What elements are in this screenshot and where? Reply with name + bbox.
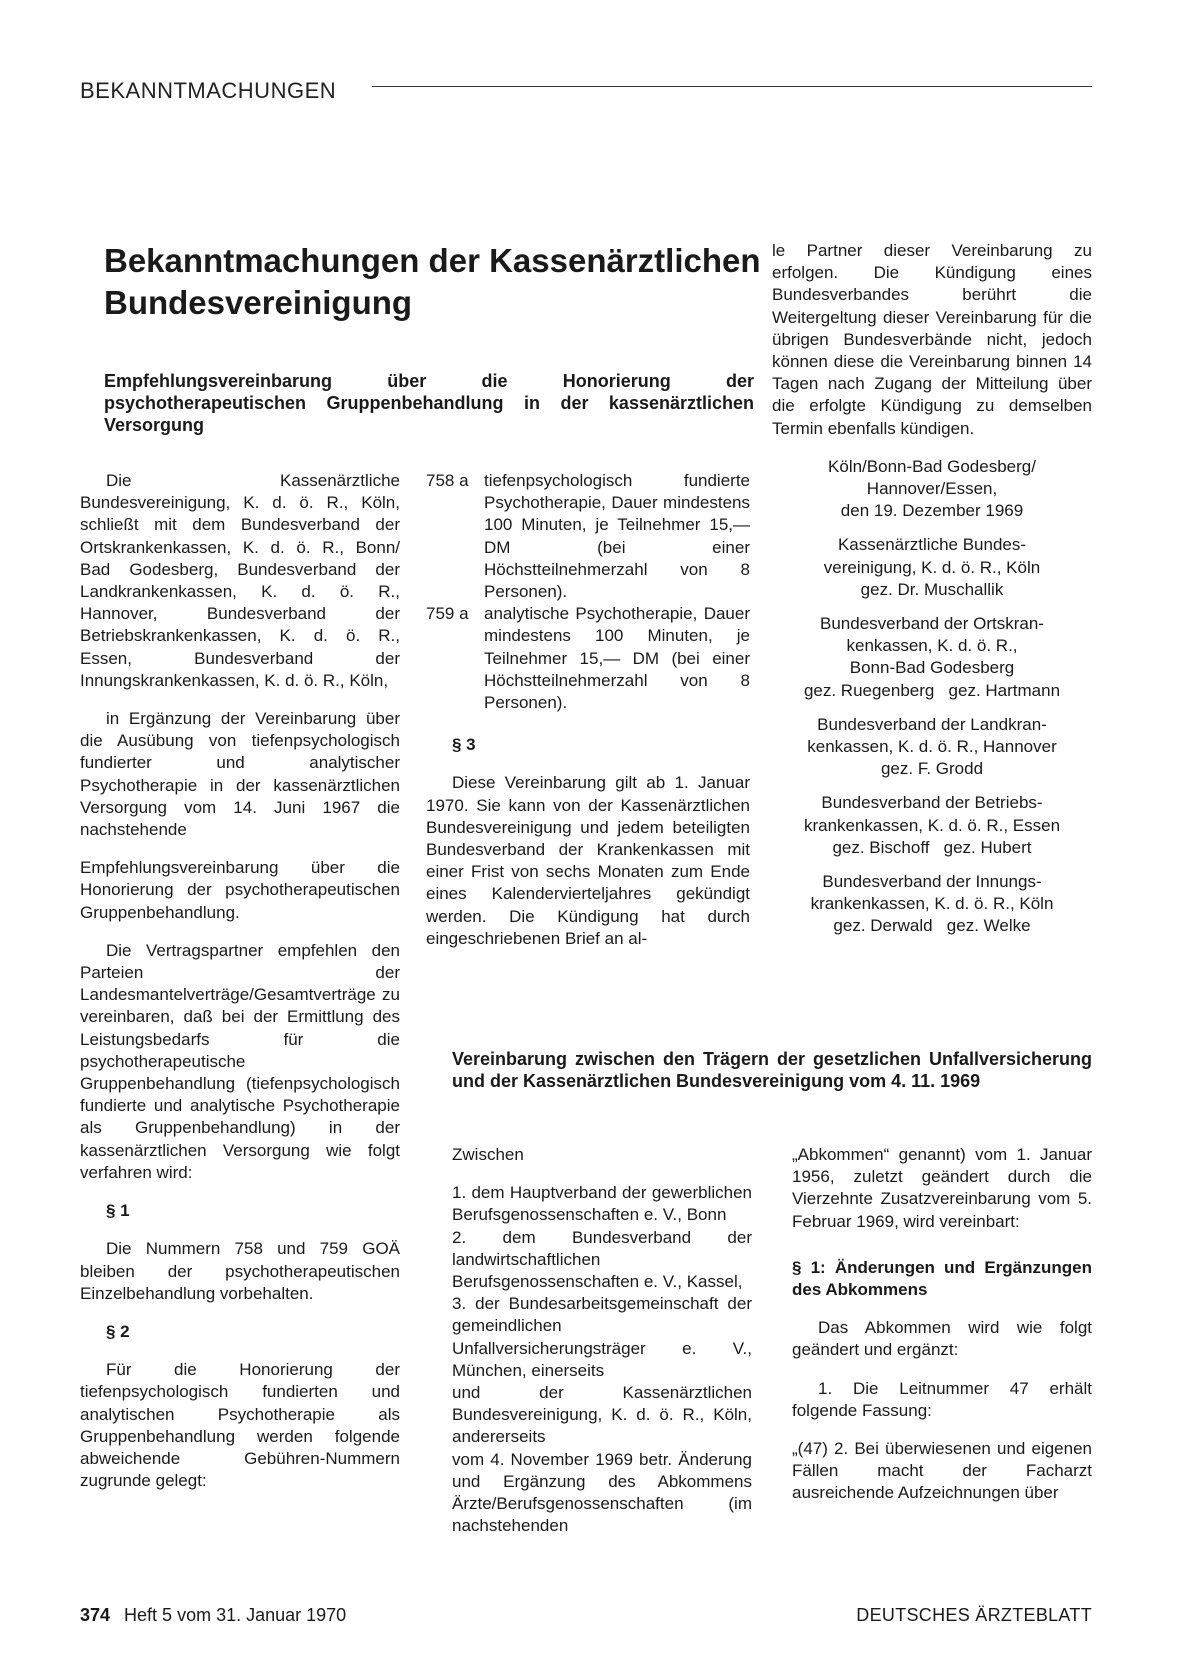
section-1-text: Die Nummern 758 und 759 GOÄ bleiben der psychotherapeutischen Einzelbehandlung vorbehalten.: [80, 1239, 400, 1303]
paragraph-recommendation: Die Vertragspartner empfehlen den Parteien der Landesmantelverträge/Gesamtverträge zu vereinbaren, daß bei der Ermittlung des Leistungsbedarfs für die psychotherapeutische Gruppenbehandlung (tiefenpsychologisch fundierte und analytische Psychotherapie als Gruppenbehandlung) in der kassenärztlichen Versorgung wie folgt verfahren wird:: [80, 940, 400, 1182]
signatory-line: kenkassen, K. d. ö. R., Hannover: [807, 737, 1057, 757]
signatory-landkrankenkassen: [772, 714, 1092, 781]
column-1: [80, 470, 400, 1492]
signatory-line: Bundesverband der Landkran-: [817, 714, 1047, 734]
section-header: BEKANNTMACHUNGEN: [80, 78, 337, 103]
agreement-continued: „Abkommen“ genannt) vom 1. Januar 1956, zuletzt geändert durch die Vierzehnte Zusatzvereinbarung vom 5. Februar 1969, wird vereinbart:: [792, 1145, 1092, 1231]
signatory-line: Bonn-Bad Godesberg: [849, 658, 1015, 678]
fee-item-text: tiefenpsychologisch fundierte Psychotherapie, Dauer mindestens 100 Minuten, je Teilnehmer 15,— DM (bei einer Höchstteilnehmerzahl von 8 Personen).: [484, 471, 750, 602]
intro-word: Zwischen: [452, 1145, 524, 1164]
signatory-line: gez. Derwald gez. Welke: [833, 916, 1031, 936]
section-2-text: Für die Honorierung der tiefenpsychologisch fundierten und analytischen Psychotherapie als Gruppenbehandlung werden folgende abweichende Gebühren-Nummern zugrunde gelegt:: [80, 1360, 400, 1491]
column-2: [426, 470, 750, 950]
date-line: den 19. Dezember 1969: [840, 501, 1024, 521]
paragraph-agreement-name: Empfehlungsvereinbarung über die Honorierung der psychotherapeutischen Gruppenbehandlung.: [80, 858, 400, 922]
place-line: Hannover/Essen,: [866, 479, 998, 499]
signatory-line: gez. Bischoff gez. Hubert: [832, 837, 1032, 857]
signatory-line: Bundesverband der Betriebs-: [821, 793, 1043, 813]
signatory-line: gez. F. Grodd: [880, 759, 984, 779]
signatory-line: Kassenärztliche Bundes-: [837, 535, 1027, 555]
party-kbv: und der Kassenärztlichen Bundesvereinigung, K. d. ö. R., Köln, andererseits: [452, 1383, 752, 1447]
party-2: 2. dem Bundesverband der landwirtschaftlichen Berufsgenossenschaften e. V., Kassel,: [452, 1227, 752, 1292]
issue-info: Heft 5 vom 31. Januar 1970: [124, 1605, 347, 1625]
signature-block: [772, 456, 1092, 938]
signatory-line: kenkassen, K. d. ö. R.,: [846, 636, 1018, 656]
footer-issue: [80, 1605, 346, 1626]
paragraph-parties: Die Kassenärztliche Bundesvereinigung, K. d. ö. R., Köln, schließt mit dem Bundesverband der Ortskrankenkassen, K. d. ö. R., Bonn/ Bad Godesberg, Bundesverband der Landkrankenkassen, K. d. ö. R., Hannover, Bundesverband der Betriebskrankenkassen, K. d. ö. R., Essen, Bundesverband der Innungskrankenkassen, K. d. ö. R., Köln,: [80, 471, 400, 690]
party-1: 1. dem Hauptverband der gewerblichen Berufsgenossenschaften e. V., Bonn: [452, 1183, 752, 1225]
section-1-amendments-heading: § 1: Änderungen und Ergänzungen des Abkommens: [792, 1257, 1092, 1300]
section-2-heading: § 2: [106, 1321, 130, 1341]
fee-item-text: analytische Psychotherapie, Dauer mindestens 100 Minuten, je Teilnehmer 15,— DM (bei einer Höchstteilnehmerzahl von 8 Personen).: [484, 604, 750, 713]
section-3-continued: le Partner dieser Vereinbarung zu erfolgen. Die Kündigung eines Bundesverbandes berührt die Weitergeltung dieser Vereinbarung für die übrigen Bundesverbände nicht, jedoch können diese die Vereinbarung binnen 14 Tagen nach Zugang der Mitteilung über die erfolgte Kündigung zu demselben Termin ebenfalls kündigen.: [772, 241, 1092, 438]
section-3-heading: § 3: [452, 735, 476, 755]
second-article-heading: Vereinbarung zwischen den Trägern der gesetzlichen Unfallversicherung und der Kassenärztlichen Bundesvereinigung vom 4. 11. 1969: [452, 1049, 1092, 1091]
party-3: 3. der Bundesarbeitsgemeinschaft der gemeindlichen Unfallversicherungsträger e. V., München, einerseits: [452, 1294, 752, 1380]
section-3-text: Diese Vereinbarung gilt ab 1. Januar 1970. Sie kann von der Kassenärztlichen Bundesvereinigung und jedem beteiligten Bundesverband der Krankenkassen mit einer Frist von sechs Monaten zum Ende eines Kalendervierteljahres gekündigt werden. Die Kündigung hat durch eingeschriebenen Brief an al-: [426, 773, 750, 948]
signatory-line: Bundesverband der Ortskran-: [820, 614, 1044, 634]
article-subtitle: Empfehlungsvereinbarung über die Honorierung der psychotherapeutischen Gruppenbehandlung in der kassenärztlichen Versorgung: [104, 371, 754, 435]
signatory-line: krankenkassen, K. d. ö. R., Köln: [810, 894, 1054, 914]
column-4: [452, 1144, 752, 1537]
signatory-line: gez. Dr. Muschallik: [860, 579, 1004, 599]
signatory-innungskrankenkassen: [772, 871, 1092, 938]
paragraph-supplement: in Ergänzung der Vereinbarung über die Ausübung von tiefenpsychologisch fundierter und analytischer Psychotherapie in der kassenärztlichen Versorgung vom 14. Juni 1967 die nachstehende: [80, 709, 400, 840]
amendments-intro: Das Abkommen wird wie folgt geändert und ergänzt:: [792, 1318, 1092, 1360]
section-1-heading: § 1: [106, 1201, 130, 1221]
fee-item-number: 759 a: [426, 604, 469, 624]
agreement-date: vom 4. November 1969 betr. Änderung und Ergänzung des Abkommens Ärzte/Berufsgenossenschaften (im nachstehenden: [452, 1449, 752, 1536]
page-number: 374: [80, 1605, 111, 1625]
amendment-1-text: „(47) 2. Bei überwiesenen und eigenen Fällen macht der Facharzt ausreichende Aufzeichnungen über: [792, 1439, 1092, 1503]
fee-item: [426, 470, 750, 603]
signatory-kbv: [772, 534, 1092, 601]
amendment-1: 1. Die Leitnummer 47 erhält folgende Fassung:: [792, 1378, 1092, 1420]
fee-item: [426, 603, 750, 714]
journal-name: DEUTSCHES ÄRZTEBLATT: [856, 1605, 1092, 1625]
page-title: Bekanntmachungen der Kassenärztlichen Bundesvereinigung: [104, 242, 761, 321]
header-rule: [372, 86, 1092, 87]
fee-item-number: 758 a: [426, 471, 469, 490]
signatory-line: krankenkassen, K. d. ö. R., Essen: [803, 815, 1061, 835]
signatory-line: vereinigung, K. d. ö. R., Köln: [823, 557, 1041, 577]
place-line: Köln/Bonn-Bad Godesberg/: [828, 456, 1036, 476]
signatory-ortskrankenkassen: [772, 613, 1092, 702]
place-date: [772, 456, 1092, 523]
signatory-line: Bundesverband der Innungs-: [822, 872, 1042, 892]
signatory-betriebskrankenkassen: [772, 792, 1092, 859]
column-3: [772, 240, 1092, 950]
signatory-line: gez. Ruegenberg gez. Hartmann: [803, 680, 1061, 700]
column-5: [792, 1144, 1092, 1505]
